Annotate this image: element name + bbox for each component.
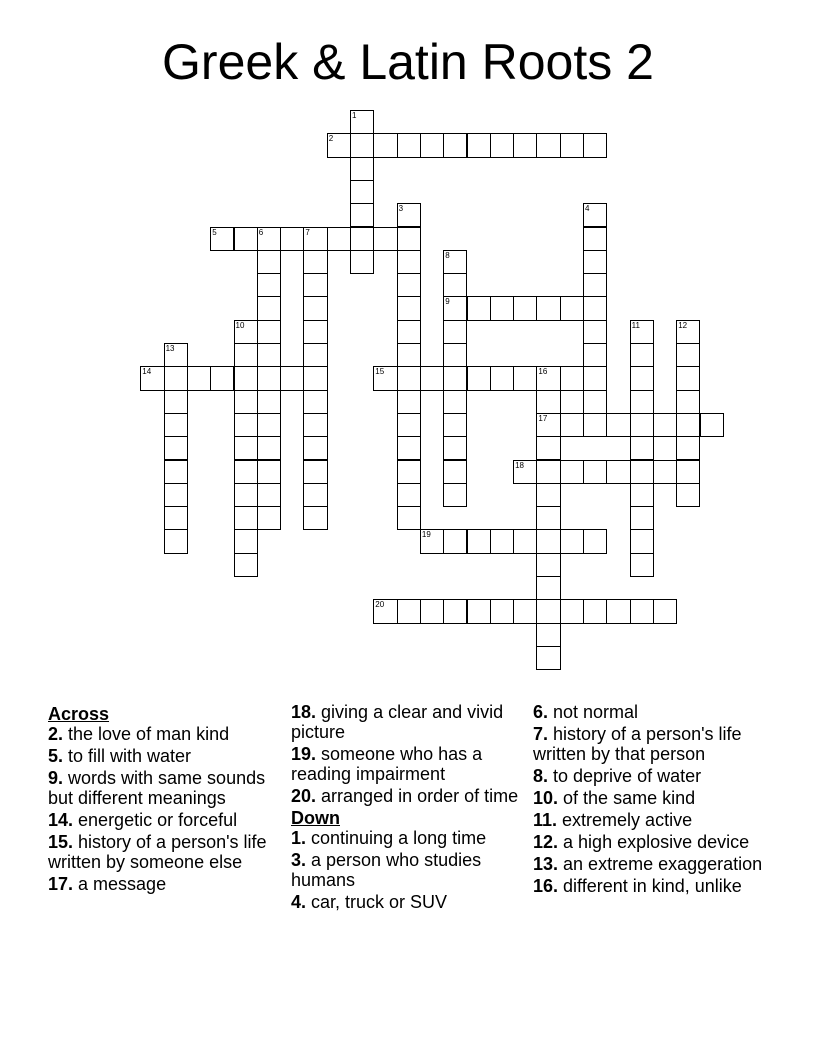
grid-cell[interactable] (443, 296, 467, 320)
grid-cell[interactable] (583, 227, 607, 251)
grid-cell[interactable] (397, 506, 421, 530)
grid-cell[interactable] (303, 483, 327, 507)
grid-cell[interactable] (536, 413, 560, 437)
grid-cell[interactable] (583, 599, 607, 623)
clue-item (48, 724, 278, 744)
cell-number: 7 (305, 227, 310, 237)
grid-cell[interactable] (303, 436, 327, 460)
grid-cell[interactable] (397, 227, 421, 251)
grid-cell[interactable] (653, 460, 677, 484)
grid-cell[interactable] (164, 343, 188, 367)
grid-cell[interactable] (443, 483, 467, 507)
grid-cell[interactable] (420, 133, 444, 157)
grid-cell[interactable] (397, 390, 421, 414)
clue-number: 2. (48, 724, 64, 744)
grid-cell[interactable] (653, 599, 677, 623)
grid-cell[interactable] (350, 180, 374, 204)
grid-cell[interactable] (676, 413, 700, 437)
grid-cell[interactable] (280, 366, 304, 390)
grid-cell[interactable] (234, 413, 258, 437)
cell-number: 10 (235, 320, 245, 330)
clue-item (533, 702, 773, 722)
clue-number: 17. (48, 874, 74, 894)
grid-cell[interactable] (467, 133, 491, 157)
grid-cell[interactable] (513, 366, 537, 390)
grid-cell[interactable] (420, 529, 444, 553)
grid-cell[interactable] (583, 390, 607, 414)
cell-number: 5 (212, 227, 217, 237)
grid-cell[interactable] (490, 366, 514, 390)
grid-cell[interactable] (443, 529, 467, 553)
clue-number: 12. (533, 832, 559, 852)
clue-number: 8. (533, 766, 549, 786)
grid-cell[interactable] (443, 133, 467, 157)
clue-column-1 (48, 702, 278, 896)
clue-text: to deprive of water (548, 766, 702, 786)
grid-cell[interactable] (583, 273, 607, 297)
clue-number: 10. (533, 788, 559, 808)
grid-cell[interactable] (164, 529, 188, 553)
grid-cell[interactable] (303, 343, 327, 367)
grid-cell[interactable] (630, 320, 654, 344)
cell-number: 11 (631, 320, 640, 330)
clue-item (533, 810, 773, 830)
clue-item (533, 788, 773, 808)
cell-number: 18 (515, 460, 524, 470)
grid-cell[interactable] (443, 599, 467, 623)
grid-cell[interactable] (420, 599, 444, 623)
grid-cell[interactable] (443, 460, 467, 484)
grid-cell[interactable] (700, 413, 724, 437)
clue-item (291, 744, 521, 784)
grid-cell[interactable] (583, 133, 607, 157)
grid-cell[interactable] (536, 133, 560, 157)
grid-cell[interactable] (234, 506, 258, 530)
clue-number: 6. (533, 702, 549, 722)
grid-cell[interactable] (257, 436, 281, 460)
grid-cell[interactable] (560, 133, 584, 157)
cell-number: 8 (445, 250, 450, 260)
grid-cell[interactable] (350, 133, 374, 157)
grid-cell[interactable] (373, 133, 397, 157)
grid-cell[interactable] (536, 366, 560, 390)
grid-cell[interactable] (373, 599, 397, 623)
clue-text: a person who studies humans (291, 850, 482, 890)
grid-cell[interactable] (536, 390, 560, 414)
grid-cell[interactable] (257, 506, 281, 530)
grid-cell[interactable] (397, 460, 421, 484)
grid-cell[interactable] (257, 390, 281, 414)
grid-cell[interactable] (443, 436, 467, 460)
clue-number: 13. (533, 854, 559, 874)
grid-cell[interactable] (257, 483, 281, 507)
grid-cell[interactable] (490, 133, 514, 157)
cell-number: 9 (445, 297, 450, 307)
clue-item (533, 724, 773, 764)
grid-cell[interactable] (257, 320, 281, 344)
grid-cell[interactable] (630, 599, 654, 623)
clue-text: giving a clear and vivid picture (291, 702, 504, 742)
grid-cell[interactable] (676, 320, 700, 344)
grid-cell[interactable] (350, 250, 374, 274)
grid-cell[interactable] (560, 366, 584, 390)
grid-cell[interactable] (327, 133, 351, 157)
grid-cell[interactable] (490, 529, 514, 553)
grid-cell[interactable] (303, 296, 327, 320)
clue-text: someone who has a reading impairment (291, 744, 483, 784)
grid-cell[interactable] (257, 413, 281, 437)
clue-text: continuing a long time (306, 828, 487, 848)
clue-number: 20. (291, 786, 317, 806)
clue-text: a message (73, 874, 167, 894)
grid-cell[interactable] (350, 227, 374, 251)
grid-cell[interactable] (397, 133, 421, 157)
clue-number: 1. (291, 828, 307, 848)
grid-cell[interactable] (606, 413, 630, 437)
grid-cell[interactable] (210, 366, 234, 390)
grid-cell[interactable] (653, 413, 677, 437)
grid-cell[interactable] (536, 646, 560, 670)
grid-cell[interactable] (536, 483, 560, 507)
grid-cell[interactable] (630, 483, 654, 507)
grid-cell[interactable] (164, 366, 188, 390)
grid-cell[interactable] (164, 483, 188, 507)
clue-number: 7. (533, 724, 549, 744)
clue-item (291, 850, 521, 890)
grid-cell[interactable] (513, 460, 537, 484)
grid-cell[interactable] (234, 227, 258, 251)
clue-text: not normal (548, 702, 639, 722)
grid-cell[interactable] (536, 460, 560, 484)
cell-number: 1 (352, 111, 357, 120)
grid-cell[interactable] (560, 599, 584, 623)
grid-cell[interactable] (234, 553, 258, 577)
grid-cell[interactable] (513, 296, 537, 320)
grid-cell[interactable] (676, 390, 700, 414)
grid-cell[interactable] (536, 599, 560, 623)
grid-cell[interactable] (257, 460, 281, 484)
grid-cell[interactable] (630, 343, 654, 367)
grid-cell[interactable] (467, 296, 491, 320)
clue-item (533, 854, 773, 874)
grid-cell[interactable] (560, 460, 584, 484)
grid-cell[interactable] (490, 599, 514, 623)
cell-number: 4 (585, 204, 590, 214)
grid-cell[interactable] (303, 460, 327, 484)
grid-cell[interactable] (467, 529, 491, 553)
grid-cell[interactable] (397, 483, 421, 507)
grid-cell[interactable] (583, 203, 607, 227)
grid-cell[interactable] (234, 460, 258, 484)
clue-column-2 (291, 702, 521, 914)
grid-cell[interactable] (606, 460, 630, 484)
grid-cell[interactable] (373, 227, 397, 251)
grid-cell[interactable] (630, 529, 654, 553)
grid-cell[interactable] (210, 227, 234, 251)
clue-number: 19. (291, 744, 317, 764)
clue-item (48, 832, 278, 872)
grid-cell[interactable] (583, 343, 607, 367)
grid-cell[interactable] (630, 390, 654, 414)
clue-text: energetic or forceful (73, 810, 238, 830)
clue-item (291, 828, 521, 848)
clue-text: of the same kind (558, 788, 696, 808)
grid-cell[interactable] (257, 296, 281, 320)
grid-cell[interactable] (443, 343, 467, 367)
grid-cell[interactable] (536, 623, 560, 647)
grid-cell[interactable] (397, 413, 421, 437)
grid-cell[interactable] (397, 436, 421, 460)
clue-number: 18. (291, 702, 317, 722)
grid-cell[interactable] (397, 320, 421, 344)
grid-cell[interactable] (443, 366, 467, 390)
grid-cell[interactable] (257, 273, 281, 297)
cell-number: 20 (375, 600, 385, 610)
grid-cell[interactable] (443, 250, 467, 274)
grid-cell[interactable] (536, 576, 560, 600)
cell-number: 19 (421, 530, 431, 540)
clue-text: arranged in order of time (316, 786, 519, 806)
grid-cell[interactable] (583, 250, 607, 274)
clue-number: 3. (291, 850, 307, 870)
across-header: Across (48, 704, 110, 724)
grid-cell[interactable] (164, 390, 188, 414)
grid-cell[interactable] (373, 366, 397, 390)
grid-cell[interactable] (630, 553, 654, 577)
grid-cell[interactable] (257, 227, 281, 251)
cell-number: 15 (375, 367, 385, 377)
clue-number: 9. (48, 768, 64, 788)
grid-cell[interactable] (303, 506, 327, 530)
clue-item (48, 746, 278, 766)
grid-cell[interactable] (280, 227, 304, 251)
grid-cell[interactable] (630, 413, 654, 437)
grid-cell[interactable] (397, 599, 421, 623)
grid-cell[interactable] (234, 529, 258, 553)
grid-cell[interactable] (536, 506, 560, 530)
grid-cell[interactable] (443, 273, 467, 297)
grid-cell[interactable] (164, 460, 188, 484)
grid-cell[interactable] (467, 599, 491, 623)
grid-cell[interactable] (397, 296, 421, 320)
grid-cell[interactable] (583, 529, 607, 553)
clue-text: car, truck or SUV (306, 892, 448, 912)
clue-text: to fill with water (63, 746, 192, 766)
grid-cell[interactable] (257, 343, 281, 367)
grid-cell[interactable] (303, 320, 327, 344)
clue-item (533, 832, 773, 852)
grid-cell[interactable] (630, 506, 654, 530)
clue-number: 11. (533, 810, 558, 830)
grid-cell[interactable] (606, 599, 630, 623)
clue-number: 16. (533, 876, 559, 896)
grid-cell[interactable] (630, 436, 654, 460)
puzzle-title: Greek & Latin Roots 2 (162, 34, 654, 90)
cell-number: 16 (538, 367, 548, 377)
grid-cell[interactable] (397, 343, 421, 367)
clue-item (533, 876, 773, 896)
grid-cell[interactable] (443, 413, 467, 437)
clue-item (291, 892, 521, 912)
grid-cell[interactable] (257, 250, 281, 274)
grid-cell[interactable] (164, 413, 188, 437)
grid-cell[interactable] (676, 483, 700, 507)
clue-number: 14. (48, 810, 74, 830)
grid-cell[interactable] (234, 390, 258, 414)
grid-cell[interactable] (350, 157, 374, 181)
grid-cell[interactable] (303, 413, 327, 437)
grid-cell[interactable] (420, 366, 444, 390)
clue-item (48, 768, 278, 808)
clue-text: extremely active (557, 810, 693, 830)
clue-text: an extreme exaggeration (558, 854, 763, 874)
grid-cell[interactable] (234, 483, 258, 507)
grid-cell[interactable] (397, 250, 421, 274)
grid-cell[interactable] (676, 460, 700, 484)
clue-item (533, 766, 773, 786)
grid-cell[interactable] (630, 460, 654, 484)
grid-cell[interactable] (536, 553, 560, 577)
grid-cell[interactable] (583, 320, 607, 344)
grid-cell[interactable] (583, 366, 607, 390)
clue-item (48, 810, 278, 830)
cell-number: 12 (678, 320, 688, 330)
grid-cell[interactable] (513, 599, 537, 623)
grid-cell[interactable] (187, 366, 211, 390)
grid-cell[interactable] (303, 390, 327, 414)
grid-cell[interactable] (583, 296, 607, 320)
grid-cell[interactable] (303, 366, 327, 390)
grid-cell[interactable] (164, 436, 188, 460)
grid-cell[interactable] (630, 366, 654, 390)
grid-cell[interactable] (536, 529, 560, 553)
cell-number: 6 (258, 227, 264, 237)
down-header: Down (291, 808, 340, 828)
grid-cell[interactable] (234, 343, 258, 367)
grid-cell[interactable] (397, 273, 421, 297)
grid-cell[interactable] (536, 296, 560, 320)
cell-number: 2 (328, 134, 334, 144)
clue-text: the love of man kind (63, 724, 230, 744)
cell-number: 13 (165, 344, 175, 353)
clue-number: 5. (48, 746, 64, 766)
grid-cell[interactable] (164, 506, 188, 530)
grid-cell[interactable] (467, 366, 491, 390)
grid-cell[interactable] (676, 366, 700, 390)
grid-cell[interactable] (257, 366, 281, 390)
clue-item (291, 702, 521, 742)
grid-cell[interactable] (234, 436, 258, 460)
clue-text: a high explosive device (558, 832, 750, 852)
grid-cell[interactable] (676, 436, 700, 460)
grid-cell[interactable] (397, 203, 421, 227)
grid-cell[interactable] (303, 250, 327, 274)
cell-number: 14 (142, 367, 152, 377)
grid-cell[interactable] (676, 343, 700, 367)
clue-text: history of a person's life written by that person (533, 724, 742, 764)
clue-column-3 (533, 702, 773, 898)
grid-cell[interactable] (583, 460, 607, 484)
grid-cell[interactable] (513, 133, 537, 157)
cell-number: 17 (538, 413, 548, 423)
clue-item (48, 874, 278, 894)
grid-cell[interactable] (490, 296, 514, 320)
grid-cell[interactable] (513, 529, 537, 553)
grid-cell[interactable] (350, 110, 374, 134)
grid-cell[interactable] (303, 227, 327, 251)
grid-cell[interactable] (327, 227, 351, 251)
grid-cell[interactable] (397, 366, 421, 390)
clue-text: different in kind, unlike (558, 876, 742, 896)
clue-text: words with same sounds but different meanings (48, 768, 266, 808)
grid-cell[interactable] (234, 366, 258, 390)
grid-cell[interactable] (303, 273, 327, 297)
clue-number: 15. (48, 832, 74, 852)
grid-cell[interactable] (234, 320, 258, 344)
cell-number: 3 (398, 204, 404, 214)
grid-cell[interactable] (350, 203, 374, 227)
grid-cell[interactable] (140, 366, 164, 390)
grid-cell[interactable] (443, 390, 467, 414)
grid-cell[interactable] (443, 320, 467, 344)
grid-cell[interactable] (560, 413, 584, 437)
grid-cell[interactable] (583, 413, 607, 437)
grid-cell[interactable] (560, 529, 584, 553)
grid-cell[interactable] (560, 296, 584, 320)
grid-cell[interactable] (536, 436, 560, 460)
clue-text: history of a person's life written by someone else (48, 832, 267, 872)
clue-number: 4. (291, 892, 307, 912)
clue-item (291, 786, 521, 806)
